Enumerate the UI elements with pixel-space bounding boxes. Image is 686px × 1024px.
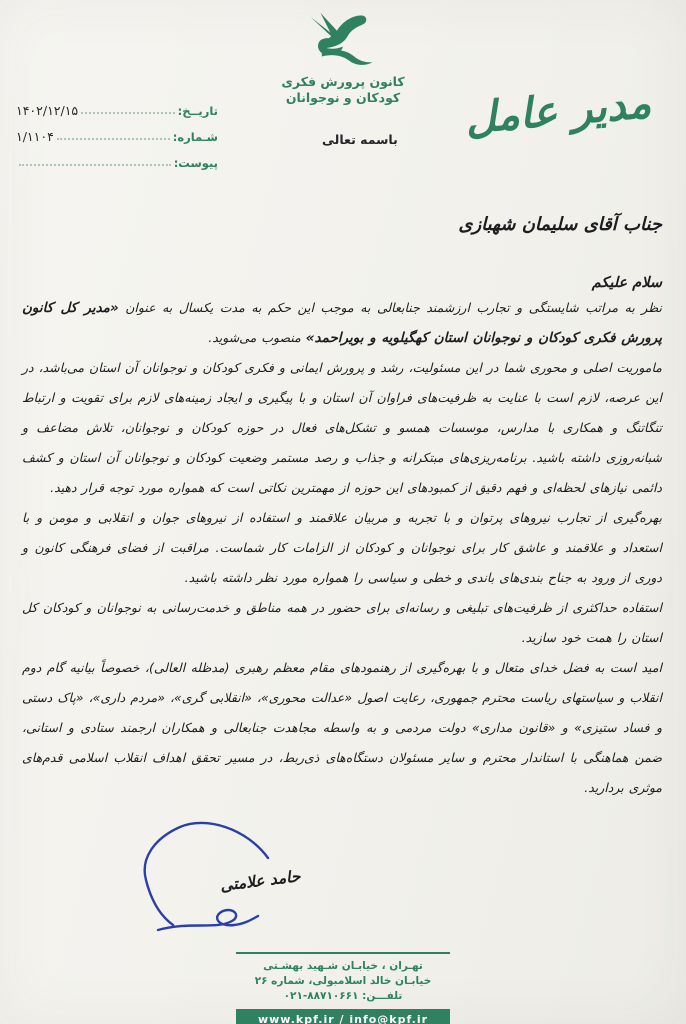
- attachment-label: پیوست:: [173, 156, 218, 170]
- logo-caption-line1: کانون پرورش فکری: [281, 74, 405, 89]
- salutation-text: سلام علیکم: [591, 275, 662, 291]
- appointment-text-pre: نظر به مراتب شایستگی و تجارب ارزشمند جنابعالی به موجب این حکم به مدت یکسال به عنوان: [125, 300, 662, 315]
- number-field-row: [16, 118, 218, 144]
- appointment-paragraph: [22, 293, 662, 353]
- personnel-paragraph: بهره‌گیری از تجارب نیروهای پرتوان و با تجربه و مربیان علاقمند و استفاده از نیروهای جوان و انقلابی و مومن و با استعداد و علاقمند و عاشق کار برای نوجوانان و کودکان از الزامات کار شماست. مراقبت از فضای فرهنگی کانون و دوری از ورود به جناح بندی‌های باندی و خطی و سیاسی را همواره مورد نظر داشته باشید.: [22, 510, 662, 585]
- phone-line: [236, 989, 450, 1004]
- address-line-2: خیابـان خالد اسلامبولی، شماره ۲۶: [254, 975, 432, 987]
- letterhead-logo: [243, 10, 443, 107]
- addressee-name: جناب آقای سلیمان شهبازی: [458, 214, 662, 235]
- logo-caption-line2: کودکان و نوجوانان: [285, 90, 401, 106]
- number-value: ۱/۱۱۰۴: [16, 129, 54, 144]
- signature-block: [118, 818, 348, 963]
- date-label: تاریــخ:: [177, 104, 218, 118]
- website-email-bar: www.kpf.ir / info@kpf.ir: [236, 1009, 450, 1024]
- media-paragraph: استفاده حداکثری از ظرفیت‌های تبلیغی و رسانه‌ای برای حضور در همه مناطق و خدمت‌رسانی به نوجوانان و کودکان کل استان را همت خود سازید.: [22, 600, 662, 645]
- date-value: ۱۴۰۲/۱۲/۱۵: [16, 103, 79, 118]
- letter-footer: [236, 952, 450, 1024]
- closing-paragraph: امید است به فضل خدای متعال و با بهره‌گیری از رهنمودهای مقام معظم رهبری (مدظله العالی)، خصوصاً بیانیه گام دوم انقلاب و سیاستهای ریاست محترم جمهوری، رعایت اصول «عدالت محوری»، «انقلابی گری»، «مردم داری»، «پاک دستی و فساد ستیزی» و «قانون مداری» دولت مردمی و به واسطه مجاهدت جنابعالی و همکاران ارجمند ستادی و استانی، ضمن هماهنگی با استاندار محترم و سایر مسئولان دستگاه‌های ذی‌ربط، در مسیر تحقق اهداف انقلاب اسلامی قدم‌های موثری بردارید.: [22, 660, 662, 795]
- dotted-leader: [57, 138, 170, 140]
- mission-paragraph: ماموریت اصلی و محوری شما در این مسئولیت، رشد و پرورش ایمانی و فکری کودکان و نوجوانان آن استان می‌باشد، در این عرصه، لازم است با عنایت به ظرفیت‌های فراوان آن استان و با پیگیری و ایجاد زمینه‌های لازم برای تقویت و ارتباط تنگاتنگ و همکاری با مدارس، موسسات همسو و تشکل‌های فعال در حوزه کودکان و نوجوانان، تلاش مضاعف و شبانه‌روزی داشته باشید. برنامه‌ریزی‌های مبتکرانه و جذاب و رصد مستمر وضعیت کودکان و نوجوانان آن استان و کشف دائمی نیازهای لحظه‌ای و فهم دقیق از کمبودهای این حوزه از مهمترین نکاتی است که همواره مورد توجه قرار دهید.: [22, 360, 662, 495]
- letter-body: [22, 214, 662, 803]
- dotted-leader: [19, 164, 171, 166]
- signatory-name: حامد علامتی: [219, 867, 302, 895]
- date-field-row: [16, 92, 218, 118]
- besmellah-text: باسمه تعالی: [322, 132, 398, 147]
- kanoon-bird-logo-icon: [300, 10, 386, 72]
- phone-label: تلفـــن:: [362, 990, 403, 1002]
- attachment-field-row: [16, 144, 218, 170]
- letter-meta-fields: [16, 92, 218, 170]
- managing-director-calligraphy: مدیر عامل: [463, 77, 653, 144]
- dotted-leader: [81, 112, 175, 114]
- phone-number: ۰۲۱-۸۸۷۱۰۶۶۱: [283, 990, 359, 1002]
- address-line-1: تهـران ، خیابـان شـهید بهشـتی: [263, 960, 423, 972]
- appointment-title-bold: «مدیر کل کانون پرورش فکری کودکان و نوجوانان استان کهگیلویه و بویراحمد»: [22, 300, 662, 346]
- footer-divider: [236, 952, 450, 954]
- appointment-text-post: منصوب می‌شوید.: [208, 330, 301, 345]
- number-label: شـماره:: [172, 130, 218, 144]
